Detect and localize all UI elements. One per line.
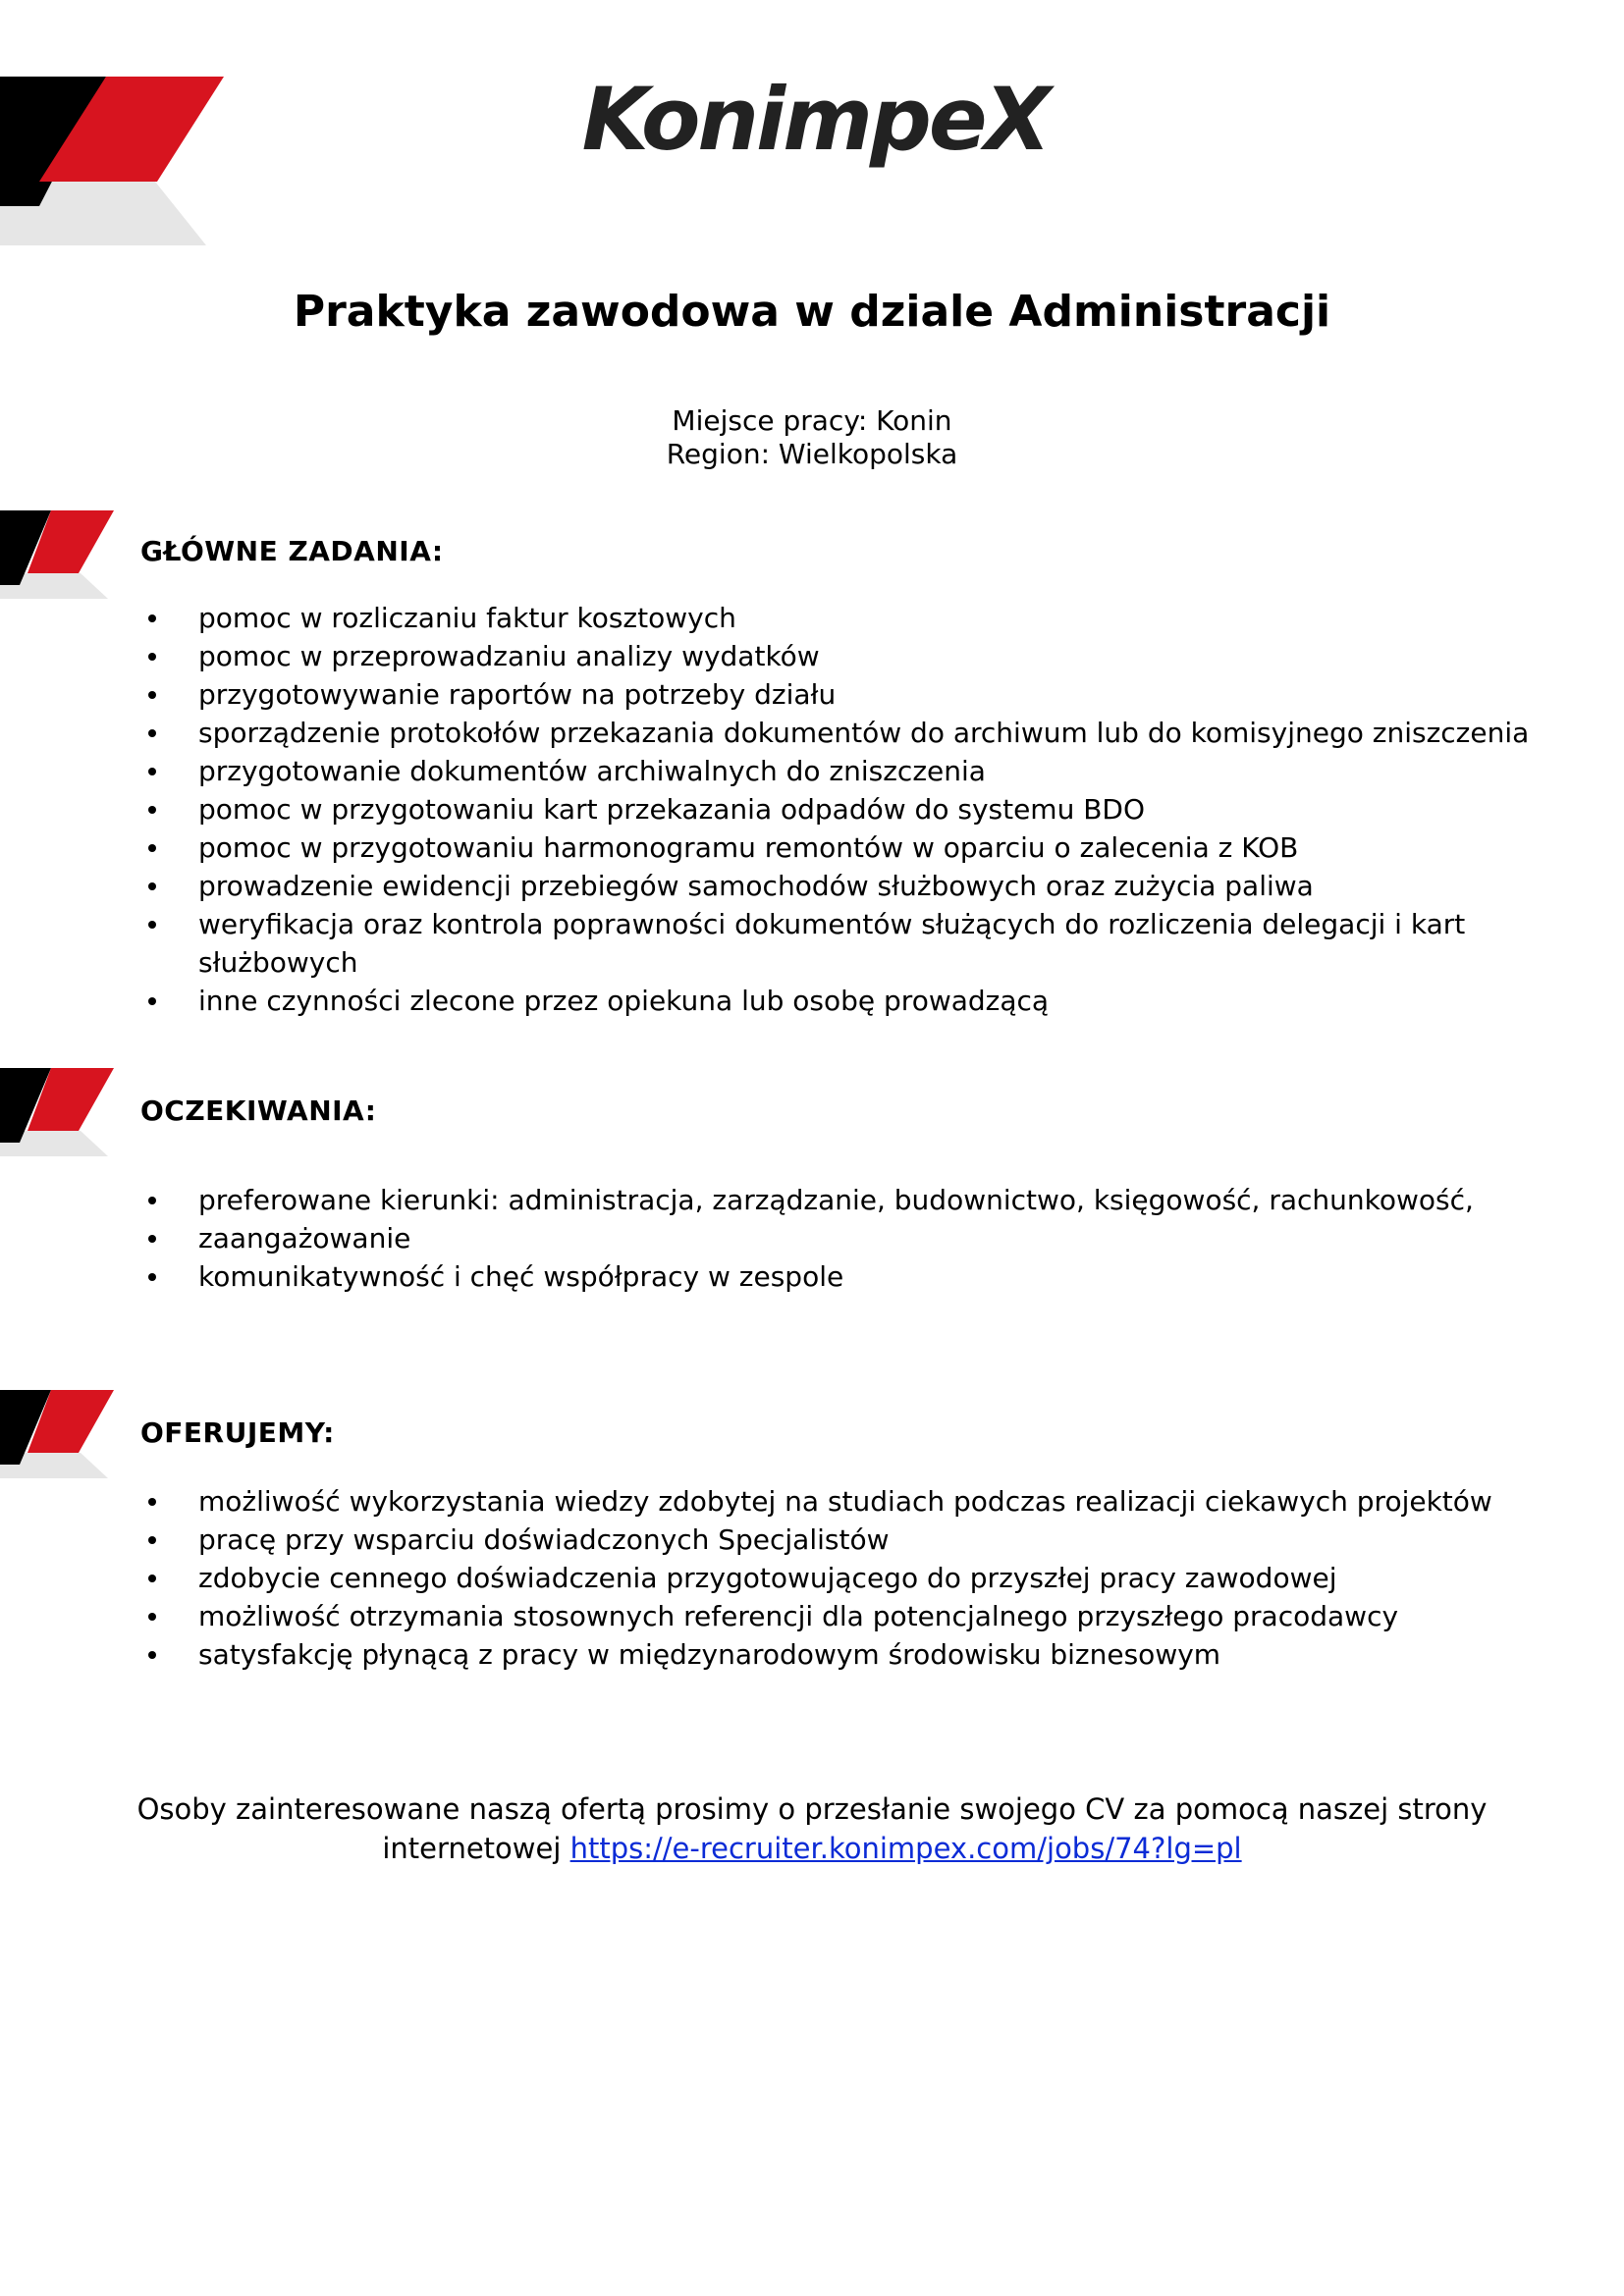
page-title: Praktyka zawodowa w dziale Administracji [293,287,1331,337]
offer-heading: OFERUJEMY: [140,1416,335,1449]
list-item: komunikatywność i chęć współpracy w zespole [139,1257,1563,1296]
list-item: satysfakcję płynącą z pracy w międzynarodowym środowisku biznesowym [139,1635,1563,1674]
list-item: pomoc w przygotowaniu harmonogramu remontów w oparciu o zalecenia z KOB [139,828,1563,867]
list-item: przygotowywanie raportów na potrzeby działu [139,675,1563,714]
list-item: sporządzenie protokołów przekazania dokumentów do archiwum lub do komisyjnego zniszczenia [139,714,1563,752]
expectations-list [139,1181,1563,1296]
konimpex-logo [545,71,1085,169]
list-item: możliwość wykorzystania wiedzy zdobytej na studiach podczas realizacji ciekawych projektów [139,1482,1563,1521]
recruitment-link[interactable]: https://e-recruiter.konimpex.com/jobs/74?lg=pl [569,1832,1242,1865]
workplace-text: Miejsce pracy: Konin [672,404,952,437]
list-item: zaangażowanie [139,1219,1563,1257]
list-item: pomoc w przeprowadzaniu analizy wydatków [139,637,1563,675]
list-item: przygotowanie dokumentów archiwalnych do zniszczenia [139,752,1563,790]
region-text: Region: Wielkopolska [666,438,958,470]
list-item: weryfikacja oraz kontrola poprawności dokumentów służących do rozliczenia delegacji i kart służbowych [139,905,1563,982]
list-item: możliwość otrzymania stosownych referencji dla potencjalnego przyszłego pracodawcy [139,1597,1563,1635]
tasks-heading: GŁÓWNE ZADANIA: [140,535,444,567]
application-info [0,1789,1624,1868]
svg-text:KonimpeX: KonimpeX [581,71,1049,169]
list-item: zdobycie cennego doświadczenia przygotowującego do przyszłej pracy zawodowej [139,1559,1563,1597]
corner-decoration [0,0,226,245]
offer-list [139,1482,1563,1674]
list-item: inne czynności zlecone przez opiekuna lub osobę prowadzącą [139,982,1563,1020]
list-item: pracę przy wsparciu doświadczonych Specjalistów [139,1521,1563,1559]
expectations-heading: OCZEKIWANIA: [140,1095,377,1127]
section-marker-icon [0,510,114,599]
application-text-prefix: internetowej [382,1832,562,1865]
application-text: Osoby zainteresowane naszą ofertą prosimy o przesłanie swojego CV za pomocą naszej strony [136,1792,1488,1826]
list-item: pomoc w rozliczaniu faktur kosztowych [139,599,1563,637]
job-location [0,404,1624,471]
tasks-list [139,599,1563,1020]
list-item: preferowane kierunki: administracja, zarządzanie, budownictwo, księgowość, rachunkowość, [139,1181,1563,1219]
section-marker-icon [0,1390,114,1478]
section-marker-icon [0,1068,114,1156]
list-item: pomoc w przygotowaniu kart przekazania odpadów do systemu BDO [139,790,1563,828]
list-item: prowadzenie ewidencji przebiegów samochodów służbowych oraz zużycia paliwa [139,867,1563,905]
